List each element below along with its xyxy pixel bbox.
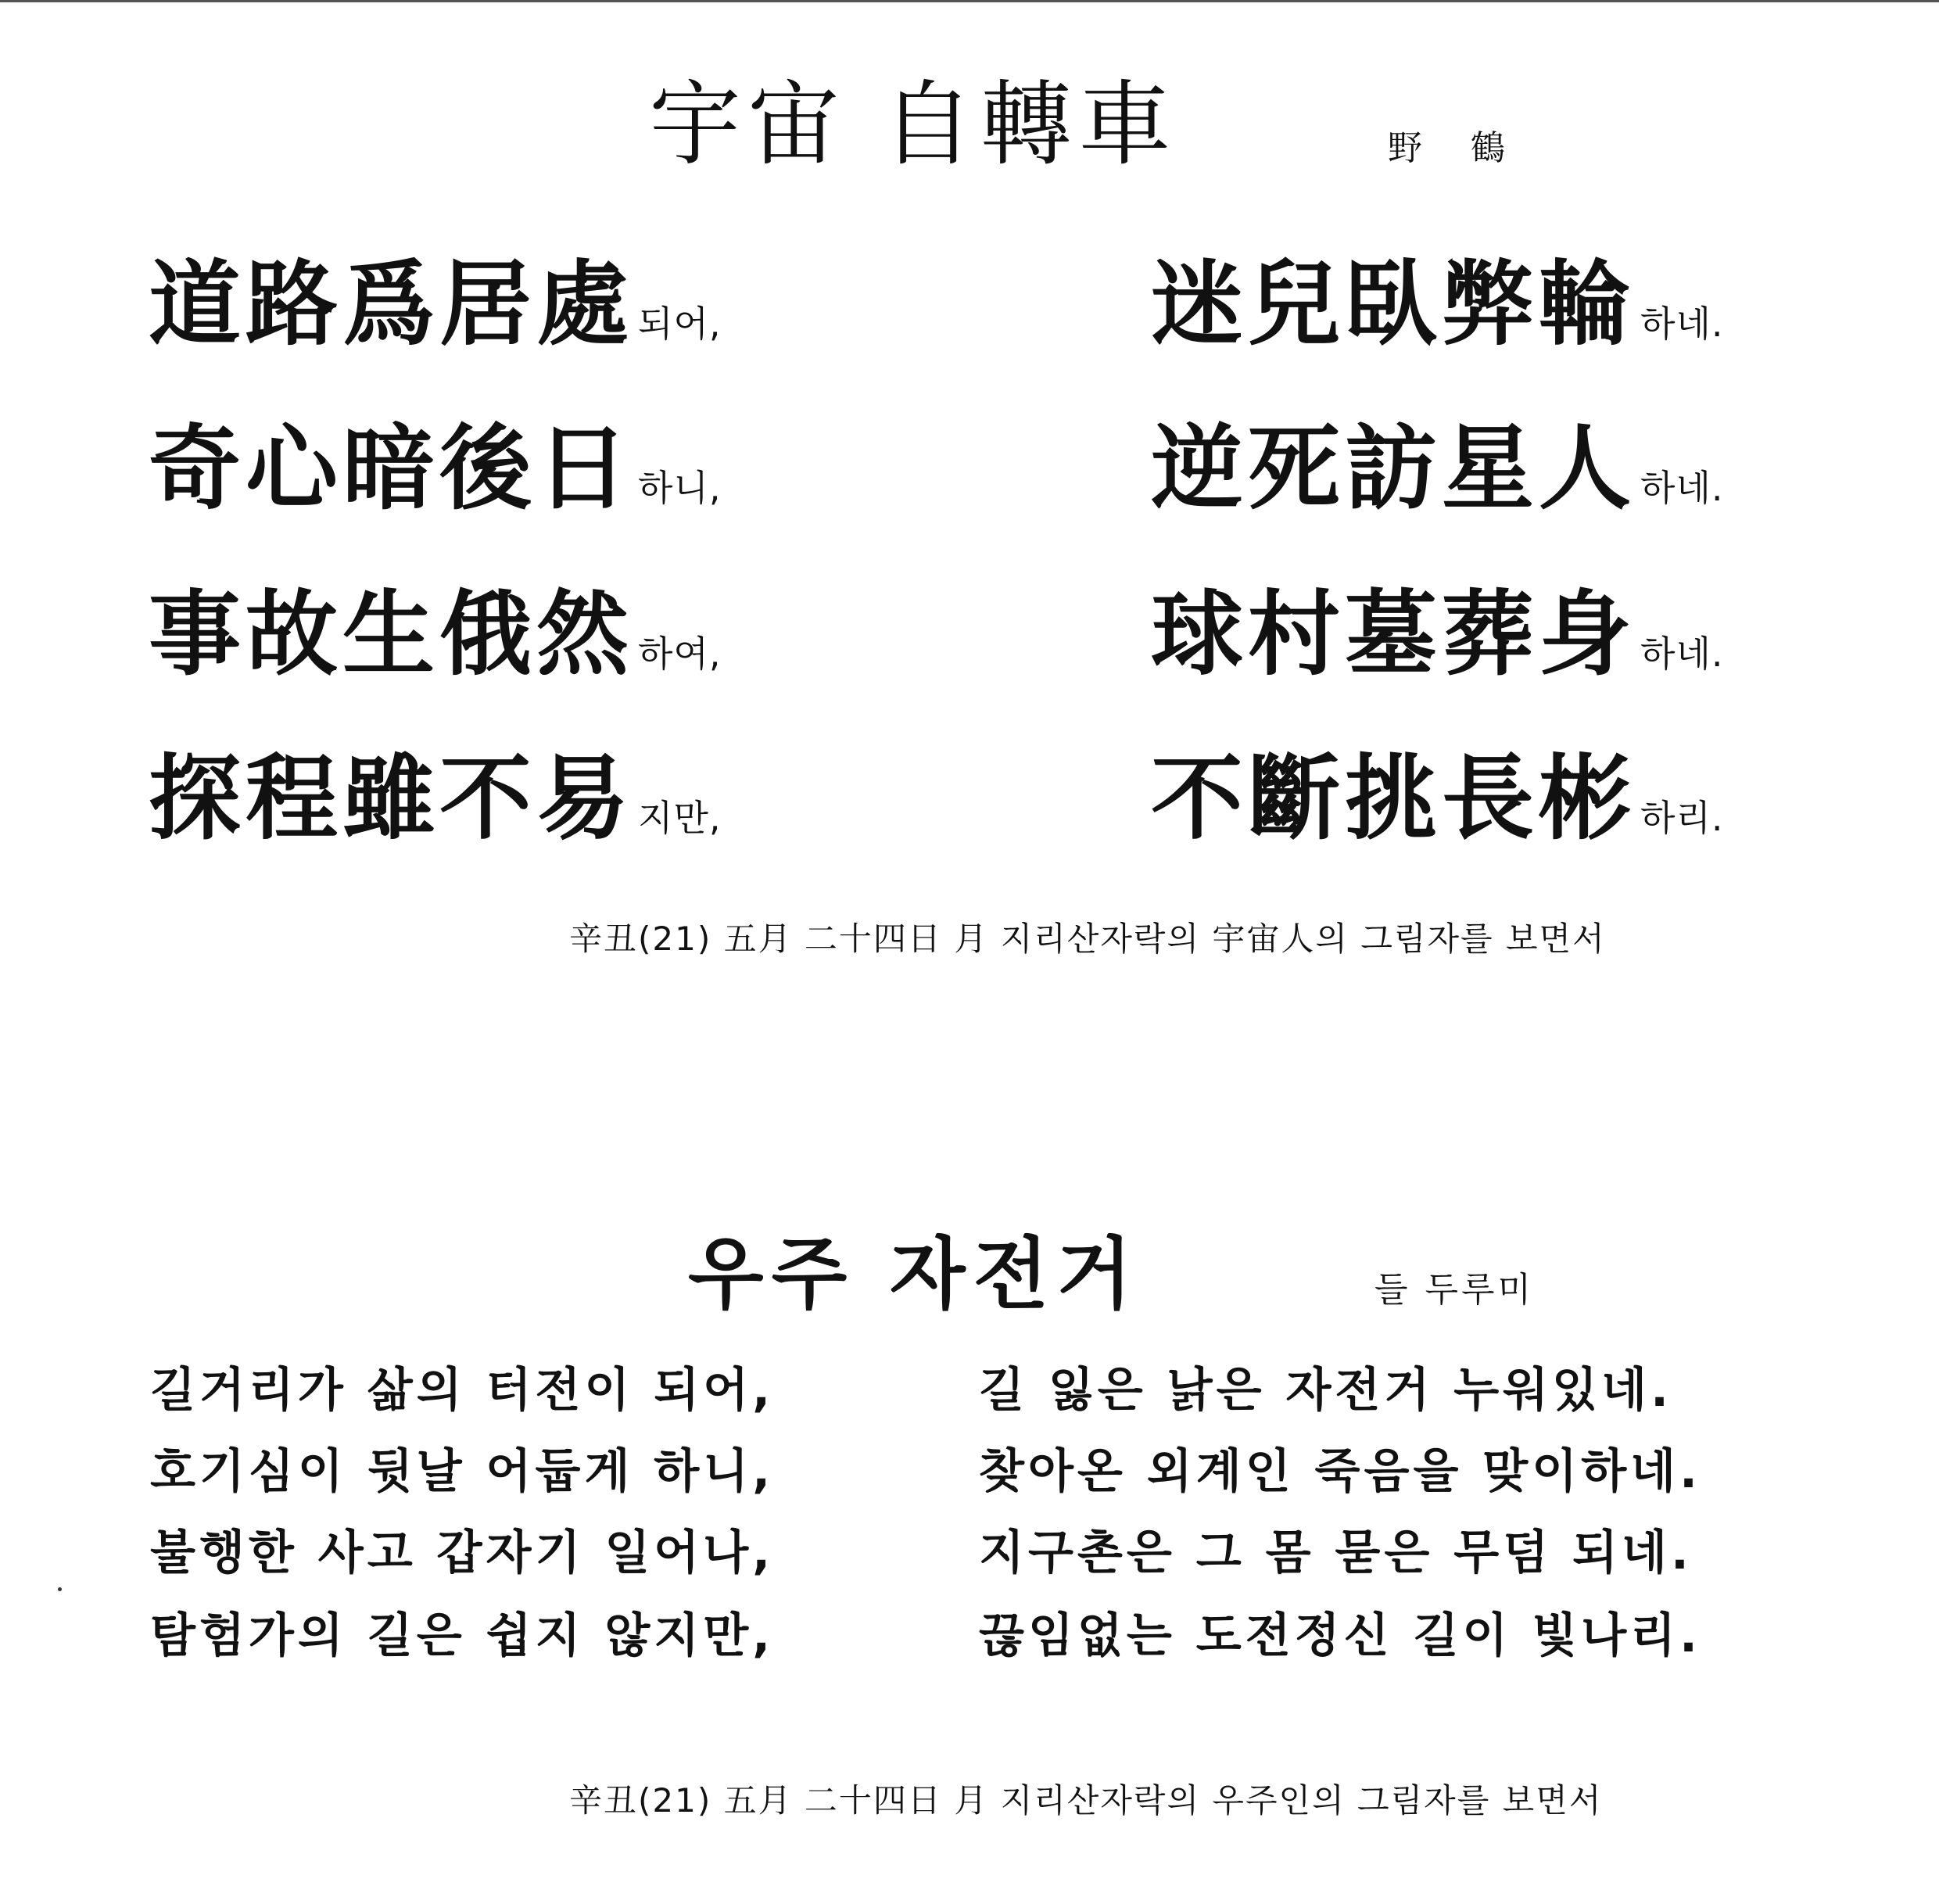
scan-speck [58,1587,62,1591]
hanja-poem-title: 宇宙 自轉車 [649,70,1177,178]
hanja-verse-text: 道路爲居處 [149,250,634,358]
korean-right-line-4: 끊임없는 도전정신 길이 빛나리. [979,1608,1701,1663]
hanja-verse-text: 迷兒臥弊輪 [1151,250,1636,358]
hanja-right-line-2 [1151,414,1724,522]
korean-poem-date-line: 辛丑(21) 五月 二十四日 月 지리산자락의 우주인의 그림자를 보면서 [569,1781,1603,1820]
korean-left-line-3: 불행한 사고 갑자기 일어나, [150,1526,775,1580]
hanja-left-line-3 [149,580,722,688]
korean-right-line-3: 지구촌은 그 몸 묻은 무덤 되네. [979,1526,1693,1580]
hanja-right-line-3 [1151,580,1724,688]
hanja-verse-text: 事故生俄然 [149,580,634,688]
korean-left-line-2: 호기심이 뒷날 어둡게 하니, [150,1444,775,1499]
hanja-verse-text: 逆死訪星人 [1151,414,1636,522]
hanja-right-line-1 [1151,250,1724,358]
hanja-left-line-2 [149,414,722,522]
hanja-verse-text: 不斷挑長彬 [1151,744,1636,852]
korean-right-line-1: 길 잃은 낡은 자전거 누워있네. [979,1363,1672,1418]
korean-right-line-2: 찾아온 외계인 죽음을 맞이하네. [979,1444,1701,1499]
hanja-right-line-4 [1151,744,1724,852]
hanja-verse-suffix: 하네. [1640,303,1724,345]
hanja-verse-suffix: 하니, [638,467,722,509]
hanja-poem-author [1388,128,1505,168]
korean-left-line-1: 길거리가 삶의 터전이 되어, [150,1363,775,1418]
hanja-poem-date-line: 辛丑(21) 五月 二十四日 月 지리산자락의 宇宙人의 그림자를 보면서 [569,920,1606,958]
hanja-verse-suffix: 지만, [638,797,722,839]
hanja-verse-suffix: 하여, [638,633,722,675]
korean-left-line-4: 탐험가의 길은 쉽지 않지만, [150,1608,775,1663]
korean-poem-title: 우주 자전거 [688,1228,1140,1320]
hanja-verse-text: 球村墓葬身 [1151,580,1636,688]
author-char-1: 野 [1388,128,1422,168]
hanja-left-line-1 [149,250,722,358]
hanja-verse-suffix: 되어, [638,303,722,345]
top-border-line [0,0,1939,2]
hanja-verse-suffix: 하리. [1640,797,1724,839]
hanja-verse-text: 探程雖不易 [149,744,634,852]
korean-poem-author: 들 두루미 [1375,1270,1535,1310]
hanja-verse-text: 奇心暗後日 [149,414,634,522]
author-char-2: 鶴 [1471,128,1505,168]
hanja-verse-suffix: 하네. [1640,467,1724,509]
hanja-left-line-4 [149,744,722,852]
hanja-verse-suffix: 하네. [1640,633,1724,675]
